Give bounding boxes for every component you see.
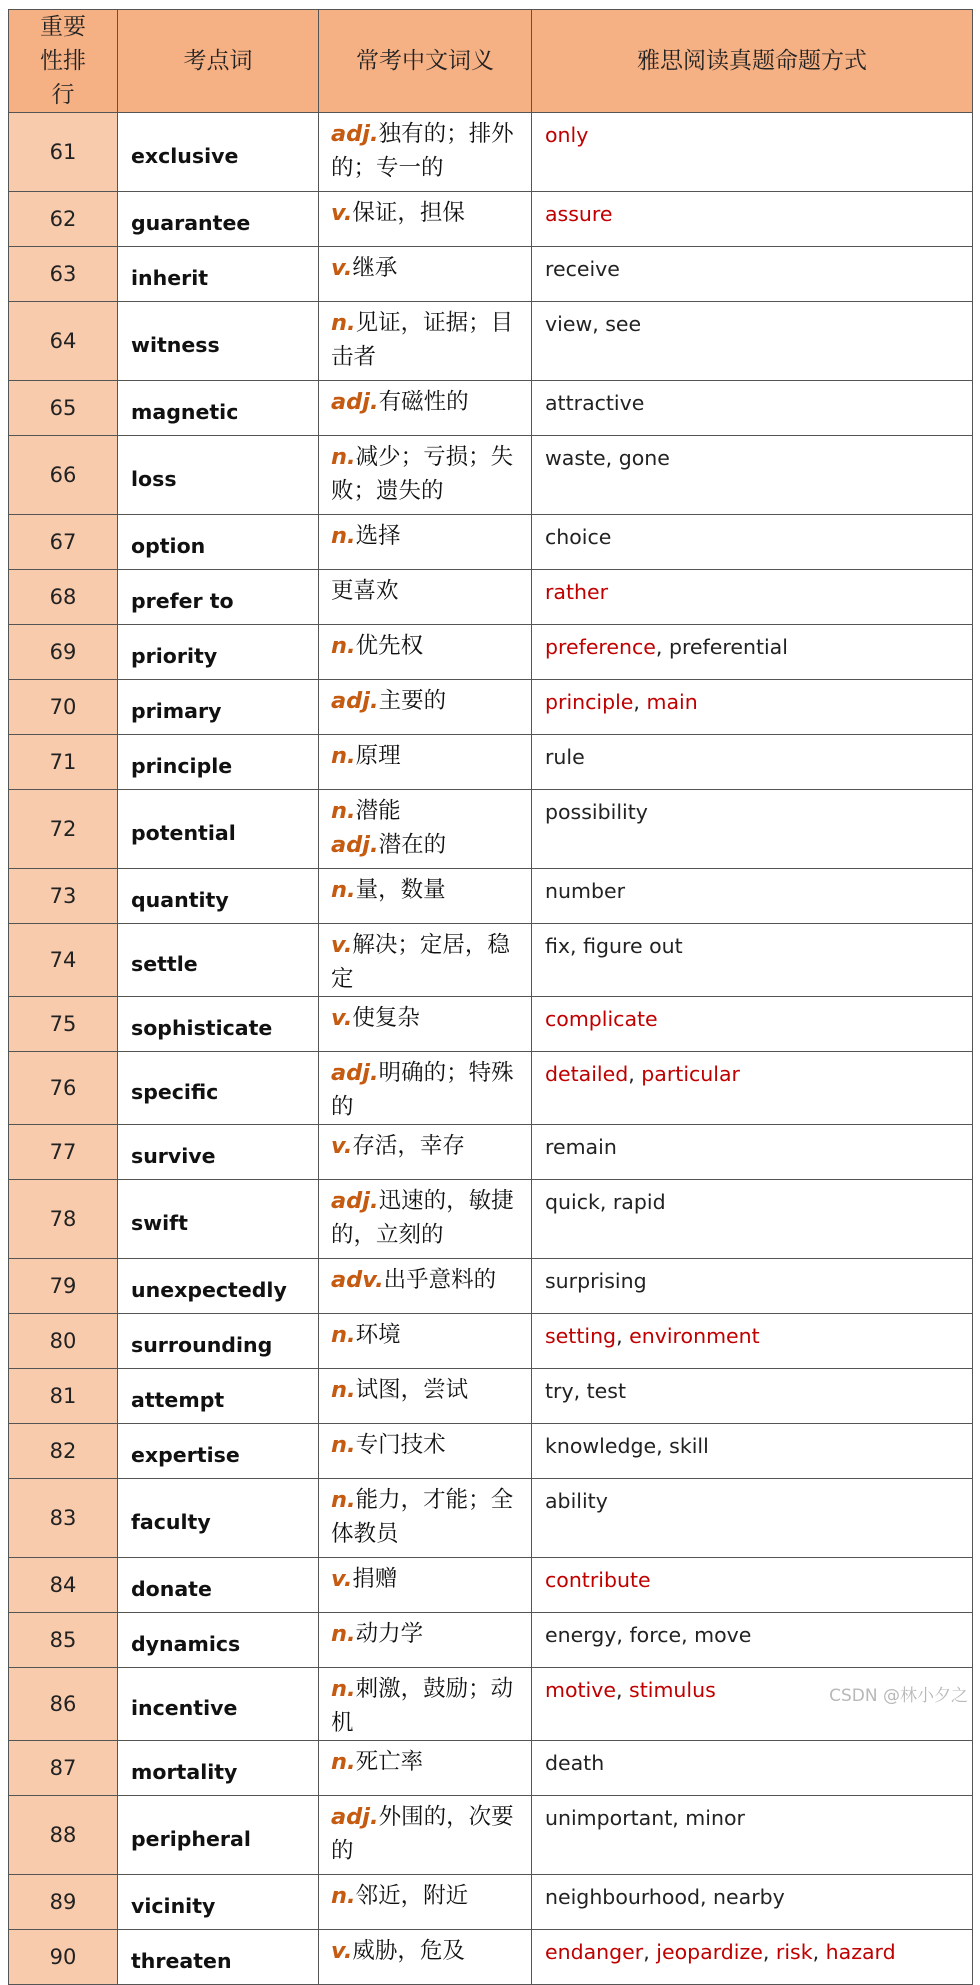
table-row xyxy=(9,1180,973,1259)
meaning-line xyxy=(331,1934,523,1968)
meaning-cell xyxy=(319,1052,532,1125)
ielts-cell xyxy=(532,1125,973,1180)
meaning-line xyxy=(331,1318,523,1352)
meaning-line xyxy=(331,1428,523,1462)
table-row xyxy=(9,381,973,436)
table-row xyxy=(9,1479,973,1558)
meaning-cell xyxy=(319,1558,532,1613)
ielts-synonym-key: jeopardize xyxy=(656,1940,763,1964)
table-row xyxy=(9,1668,973,1741)
meaning-text: 刺激，鼓励；动机 xyxy=(331,1676,514,1736)
ielts-synonym: , xyxy=(643,1940,657,1964)
table-row xyxy=(9,570,973,625)
meaning-cell xyxy=(319,381,532,436)
part-of-speech: n. xyxy=(331,1487,356,1513)
meaning-text: 减少；亏损；失败；遗失的 xyxy=(331,444,514,504)
table-row xyxy=(9,1930,973,1985)
meaning-cell xyxy=(319,924,532,997)
part-of-speech: adj. xyxy=(331,389,379,415)
part-of-speech: adv. xyxy=(331,1267,384,1293)
part-of-speech: adj. xyxy=(331,832,379,858)
meaning-line xyxy=(331,629,523,663)
part-of-speech: adj. xyxy=(331,688,379,714)
table-row xyxy=(9,735,973,790)
meaning-cell xyxy=(319,1741,532,1796)
rank-cell: 73 xyxy=(9,869,118,924)
part-of-speech: adj. xyxy=(331,1060,379,1086)
ielts-synonym: choice xyxy=(545,525,612,549)
ielts-cell xyxy=(532,869,973,924)
meaning-line xyxy=(331,1129,523,1163)
part-of-speech: n. xyxy=(331,1377,356,1403)
ielts-synonym: , xyxy=(616,1324,630,1348)
meaning-line xyxy=(331,1745,523,1779)
table-row xyxy=(9,680,973,735)
meaning-cell xyxy=(319,790,532,869)
part-of-speech: adj. xyxy=(331,1804,379,1830)
part-of-speech: adj. xyxy=(331,121,379,147)
word-cell: loss xyxy=(118,436,319,515)
ielts-synonym: , preferential xyxy=(655,635,788,659)
ielts-synonym-key: complicate xyxy=(545,1007,658,1031)
ielts-synonym: , xyxy=(633,690,647,714)
ielts-synonym-key: main xyxy=(646,690,698,714)
ielts-cell xyxy=(532,680,973,735)
rank-cell: 70 xyxy=(9,680,118,735)
meaning-cell xyxy=(319,1479,532,1558)
part-of-speech: v. xyxy=(331,1566,353,1592)
meaning-cell xyxy=(319,1314,532,1369)
table-row xyxy=(9,1424,973,1479)
table-row xyxy=(9,1259,973,1314)
ielts-synonym: view, see xyxy=(545,312,642,336)
meaning-text: 原理 xyxy=(355,743,401,769)
rank-cell: 78 xyxy=(9,1180,118,1259)
meaning-text: 迅速的，敏捷的，立刻的 xyxy=(331,1188,514,1248)
meaning-line xyxy=(331,1263,523,1297)
meaning-text: 见证，证据；目击者 xyxy=(331,310,514,370)
meaning-line xyxy=(331,739,523,773)
ielts-synonym: , xyxy=(762,1940,776,1964)
table-row xyxy=(9,1052,973,1125)
table-row xyxy=(9,113,973,192)
meaning-text: 量，数量 xyxy=(355,877,446,903)
meaning-line xyxy=(331,574,523,608)
meaning-cell xyxy=(319,997,532,1052)
part-of-speech: n. xyxy=(331,877,356,903)
meaning-line xyxy=(331,794,523,828)
meaning-line xyxy=(331,251,523,285)
header-meaning: 常考中文词义 xyxy=(319,10,532,113)
table-row xyxy=(9,869,973,924)
rank-cell: 67 xyxy=(9,515,118,570)
word-cell: quantity xyxy=(118,869,319,924)
ielts-synonym-key: detailed xyxy=(545,1062,629,1086)
meaning-line xyxy=(331,1483,523,1551)
meaning-cell xyxy=(319,302,532,381)
ielts-synonym-key: preference xyxy=(545,635,656,659)
ielts-synonym-key: motive xyxy=(545,1678,616,1702)
part-of-speech: v. xyxy=(331,932,353,958)
ielts-cell xyxy=(532,1875,973,1930)
ielts-synonym-key: principle xyxy=(545,690,634,714)
ielts-synonym-key: assure xyxy=(545,202,613,226)
rank-cell: 90 xyxy=(9,1930,118,1985)
meaning-line xyxy=(331,440,523,508)
meaning-line xyxy=(331,385,523,419)
ielts-cell xyxy=(532,1479,973,1558)
word-cell: peripheral xyxy=(118,1796,319,1875)
rank-cell: 85 xyxy=(9,1613,118,1668)
rank-cell: 72 xyxy=(9,790,118,869)
table-row xyxy=(9,515,973,570)
meaning-text: 出乎意料的 xyxy=(383,1267,497,1293)
rank-cell: 80 xyxy=(9,1314,118,1369)
meaning-line xyxy=(331,684,523,718)
meaning-line xyxy=(331,519,523,553)
meaning-cell xyxy=(319,570,532,625)
meaning-line xyxy=(331,1373,523,1407)
meaning-text: 保证，担保 xyxy=(352,200,465,226)
ielts-synonym: , xyxy=(812,1940,826,1964)
ielts-cell xyxy=(532,1930,973,1985)
meaning-text: 潜能 xyxy=(355,798,401,824)
table-row xyxy=(9,1558,973,1613)
ielts-synonym: energy, force, move xyxy=(545,1623,752,1647)
rank-cell: 79 xyxy=(9,1259,118,1314)
ielts-synonym: attractive xyxy=(545,391,645,415)
ielts-synonym: quick, rapid xyxy=(545,1190,666,1214)
meaning-cell xyxy=(319,1613,532,1668)
ielts-synonym: unimportant, minor xyxy=(545,1806,745,1830)
ielts-synonym: , xyxy=(628,1062,642,1086)
word-cell: settle xyxy=(118,924,319,997)
meaning-cell xyxy=(319,1875,532,1930)
word-cell: specific xyxy=(118,1052,319,1125)
ielts-cell xyxy=(532,570,973,625)
part-of-speech: v. xyxy=(331,1133,353,1159)
table-row xyxy=(9,1741,973,1796)
ielts-cell xyxy=(532,790,973,869)
word-cell: primary xyxy=(118,680,319,735)
ielts-cell xyxy=(532,1741,973,1796)
meaning-line xyxy=(331,1879,523,1913)
ielts-synonym-key: contribute xyxy=(545,1568,651,1592)
ielts-synonym: number xyxy=(545,879,626,903)
meaning-line xyxy=(331,828,523,862)
meaning-line xyxy=(331,196,523,230)
meaning-line xyxy=(331,117,523,185)
part-of-speech: v. xyxy=(331,255,353,281)
ielts-synonym-key: risk xyxy=(775,1940,813,1964)
ielts-cell xyxy=(532,515,973,570)
meaning-text: 潜在的 xyxy=(378,832,447,858)
part-of-speech: v. xyxy=(331,1938,353,1964)
meaning-text: 继承 xyxy=(352,255,398,281)
rank-cell: 87 xyxy=(9,1741,118,1796)
meaning-text: 外围的，次要的 xyxy=(331,1804,514,1864)
word-cell: priority xyxy=(118,625,319,680)
meaning-line xyxy=(331,873,523,907)
rank-cell: 76 xyxy=(9,1052,118,1125)
part-of-speech: n. xyxy=(331,1322,356,1348)
meaning-cell xyxy=(319,1259,532,1314)
word-cell: threaten xyxy=(118,1930,319,1985)
table-row xyxy=(9,1796,973,1875)
part-of-speech: n. xyxy=(331,444,356,470)
meaning-text: 试图，尝试 xyxy=(355,1377,469,1403)
meaning-text: 解决；定居，稳定 xyxy=(331,932,510,992)
table-row xyxy=(9,790,973,869)
ielts-cell xyxy=(532,625,973,680)
ielts-synonym-key: hazard xyxy=(825,1940,896,1964)
ielts-synonym-key: particular xyxy=(641,1062,740,1086)
meaning-cell xyxy=(319,1796,532,1875)
watermark: CSDN @林小夕之 xyxy=(829,1686,968,1706)
part-of-speech: n. xyxy=(331,633,356,659)
part-of-speech: n. xyxy=(331,743,356,769)
word-cell: swift xyxy=(118,1180,319,1259)
ielts-synonym: waste, gone xyxy=(545,446,670,470)
word-cell: faculty xyxy=(118,1479,319,1558)
word-cell: magnetic xyxy=(118,381,319,436)
rank-cell: 81 xyxy=(9,1369,118,1424)
meaning-cell xyxy=(319,1180,532,1259)
meaning-text: 捐赠 xyxy=(352,1566,398,1592)
word-cell: survive xyxy=(118,1125,319,1180)
word-cell: option xyxy=(118,515,319,570)
word-cell: potential xyxy=(118,790,319,869)
ielts-synonym-key: setting xyxy=(545,1324,617,1348)
rank-cell: 86 xyxy=(9,1668,118,1741)
ielts-cell xyxy=(532,1369,973,1424)
meaning-cell xyxy=(319,1424,532,1479)
ielts-synonym-key: endanger xyxy=(545,1940,644,1964)
word-cell: surrounding xyxy=(118,1314,319,1369)
meaning-text: 邻近，附近 xyxy=(355,1883,469,1909)
part-of-speech: v. xyxy=(331,200,353,226)
part-of-speech: n. xyxy=(331,1883,356,1909)
meaning-text: 有磁性的 xyxy=(378,389,469,415)
rank-cell: 63 xyxy=(9,247,118,302)
ielts-cell xyxy=(532,113,973,192)
word-cell: mortality xyxy=(118,1741,319,1796)
meaning-line xyxy=(331,1800,523,1868)
word-cell: principle xyxy=(118,735,319,790)
ielts-cell xyxy=(532,436,973,515)
word-cell: inherit xyxy=(118,247,319,302)
ielts-cell xyxy=(532,924,973,997)
ielts-cell xyxy=(532,1180,973,1259)
ielts-synonym: knowledge, skill xyxy=(545,1434,709,1458)
table-row xyxy=(9,625,973,680)
part-of-speech: n. xyxy=(331,1676,356,1702)
meaning-text: 存活，幸存 xyxy=(352,1133,465,1159)
rank-cell: 83 xyxy=(9,1479,118,1558)
part-of-speech: n. xyxy=(331,798,356,824)
part-of-speech: adj. xyxy=(331,1188,379,1214)
meaning-cell xyxy=(319,735,532,790)
ielts-cell xyxy=(532,1796,973,1875)
meaning-cell xyxy=(319,113,532,192)
meaning-text: 威胁，危及 xyxy=(352,1938,465,1964)
table-header-row xyxy=(9,10,973,113)
word-cell: expertise xyxy=(118,1424,319,1479)
meaning-line xyxy=(331,1672,523,1740)
meaning-cell xyxy=(319,192,532,247)
rank-cell: 77 xyxy=(9,1125,118,1180)
meaning-text: 动力学 xyxy=(355,1621,424,1647)
ielts-synonym: try, test xyxy=(545,1379,626,1403)
ielts-cell xyxy=(532,1314,973,1369)
ielts-synonym: rule xyxy=(545,745,585,769)
meaning-cell xyxy=(319,1930,532,1985)
meaning-text: 更喜欢 xyxy=(331,578,399,604)
ielts-cell xyxy=(532,735,973,790)
meaning-line xyxy=(331,306,523,374)
meaning-line xyxy=(331,928,523,996)
table-row xyxy=(9,1314,973,1369)
table-row xyxy=(9,1125,973,1180)
meaning-line xyxy=(331,1184,523,1252)
word-cell: dynamics xyxy=(118,1613,319,1668)
ielts-cell xyxy=(532,1613,973,1668)
meaning-text: 独有的；排外的；专一的 xyxy=(331,121,514,181)
rank-cell: 66 xyxy=(9,436,118,515)
header-rank: 重要性排行 xyxy=(9,10,118,113)
meaning-cell xyxy=(319,1369,532,1424)
table-row xyxy=(9,1875,973,1930)
meaning-cell xyxy=(319,625,532,680)
table-row xyxy=(9,1369,973,1424)
rank-cell: 75 xyxy=(9,997,118,1052)
ielts-cell xyxy=(532,1424,973,1479)
table-row xyxy=(9,302,973,381)
ielts-cell xyxy=(532,247,973,302)
table-row xyxy=(9,247,973,302)
meaning-text: 环境 xyxy=(355,1322,401,1348)
part-of-speech: n. xyxy=(331,1621,356,1647)
ielts-synonym: ability xyxy=(545,1489,608,1513)
word-cell: unexpectedly xyxy=(118,1259,319,1314)
header-ielts: 雅思阅读真题命题方式 xyxy=(532,10,973,113)
rank-cell: 82 xyxy=(9,1424,118,1479)
rank-cell: 69 xyxy=(9,625,118,680)
word-cell: attempt xyxy=(118,1369,319,1424)
header-word: 考点词 xyxy=(118,10,319,113)
meaning-text: 死亡率 xyxy=(355,1749,424,1775)
meaning-text: 专门技术 xyxy=(355,1432,446,1458)
meaning-text: 优先权 xyxy=(355,633,424,659)
table-row xyxy=(9,924,973,997)
meaning-cell xyxy=(319,247,532,302)
part-of-speech: n. xyxy=(331,1749,356,1775)
ielts-synonym: death xyxy=(545,1751,605,1775)
table-body xyxy=(9,113,973,1985)
ielts-synonym: , xyxy=(616,1678,630,1702)
meaning-line xyxy=(331,1562,523,1596)
table-row xyxy=(9,997,973,1052)
meaning-text: 使复杂 xyxy=(352,1005,420,1031)
ielts-cell xyxy=(532,1259,973,1314)
ielts-synonym-key: environment xyxy=(629,1324,760,1348)
table-row xyxy=(9,436,973,515)
meaning-text: 明确的；特殊的 xyxy=(331,1060,514,1120)
ielts-synonym: surprising xyxy=(545,1269,647,1293)
ielts-cell xyxy=(532,192,973,247)
word-cell: donate xyxy=(118,1558,319,1613)
word-cell: exclusive xyxy=(118,113,319,192)
rank-cell: 71 xyxy=(9,735,118,790)
meaning-cell xyxy=(319,680,532,735)
rank-cell: 65 xyxy=(9,381,118,436)
meaning-line xyxy=(331,1001,523,1035)
ielts-cell xyxy=(532,1052,973,1125)
ielts-synonym-key: only xyxy=(545,123,589,147)
meaning-text: 选择 xyxy=(355,523,401,549)
ielts-synonym-key: stimulus xyxy=(629,1678,716,1702)
meaning-line xyxy=(331,1617,523,1651)
ielts-cell xyxy=(532,302,973,381)
ielts-synonym: fix, figure out xyxy=(545,934,683,958)
ielts-synonym: receive xyxy=(545,257,620,281)
table-row xyxy=(9,1613,973,1668)
word-cell: prefer to xyxy=(118,570,319,625)
ielts-synonym: neighbourhood, nearby xyxy=(545,1885,785,1909)
ielts-synonym: possibility xyxy=(545,800,648,824)
word-cell: witness xyxy=(118,302,319,381)
part-of-speech: n. xyxy=(331,310,356,336)
rank-cell: 64 xyxy=(9,302,118,381)
meaning-line xyxy=(331,1056,523,1124)
part-of-speech: n. xyxy=(331,523,356,549)
meaning-cell xyxy=(319,1125,532,1180)
meaning-cell xyxy=(319,436,532,515)
meaning-cell xyxy=(319,515,532,570)
ielts-cell xyxy=(532,381,973,436)
rank-cell: 62 xyxy=(9,192,118,247)
meaning-cell xyxy=(319,869,532,924)
ielts-synonym: remain xyxy=(545,1135,617,1159)
word-cell: vicinity xyxy=(118,1875,319,1930)
rank-cell: 84 xyxy=(9,1558,118,1613)
part-of-speech: n. xyxy=(331,1432,356,1458)
rank-cell: 89 xyxy=(9,1875,118,1930)
rank-cell: 74 xyxy=(9,924,118,997)
part-of-speech: v. xyxy=(331,1005,353,1031)
rank-cell: 61 xyxy=(9,113,118,192)
word-cell: incentive xyxy=(118,1668,319,1741)
rank-cell: 68 xyxy=(9,570,118,625)
meaning-text: 主要的 xyxy=(378,688,447,714)
word-cell: guarantee xyxy=(118,192,319,247)
meaning-cell xyxy=(319,1668,532,1741)
word-cell: sophisticate xyxy=(118,997,319,1052)
ielts-synonym-key: rather xyxy=(545,580,609,604)
ielts-cell xyxy=(532,997,973,1052)
rank-cell: 88 xyxy=(9,1796,118,1875)
meaning-text: 能力，才能；全体教员 xyxy=(331,1487,514,1547)
ielts-cell xyxy=(532,1558,973,1613)
table-row xyxy=(9,192,973,247)
